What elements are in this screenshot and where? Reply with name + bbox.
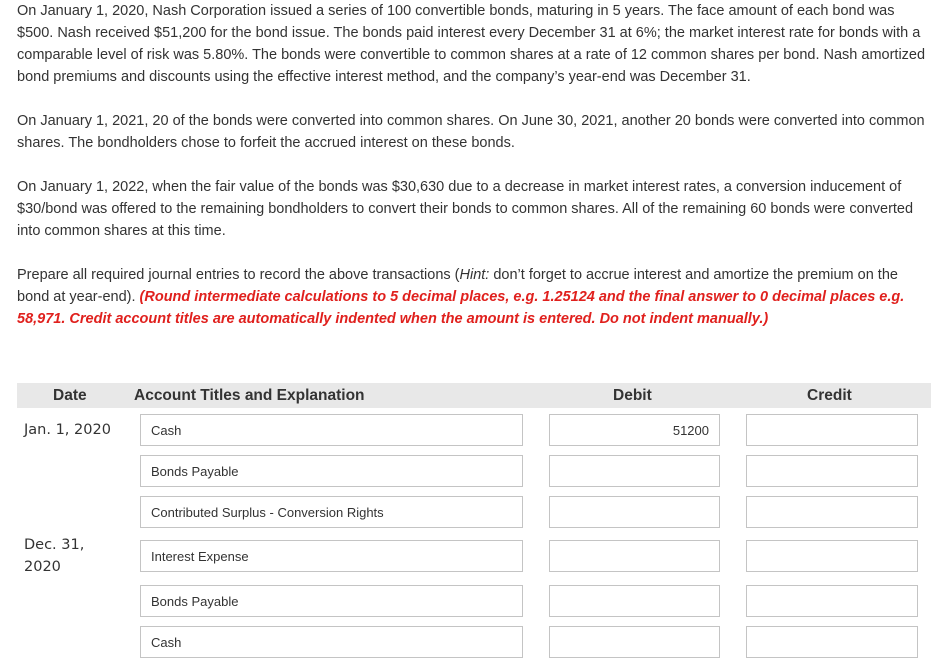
debit-input[interactable]: [549, 455, 720, 487]
account-title-input[interactable]: [140, 585, 523, 617]
row-date: Dec. 31, 2020: [24, 537, 85, 575]
journal-row: [0, 585, 947, 617]
instructions-mid: don’t forget to accrue interest and amortize the premium on the bond at year-end).: [17, 267, 898, 305]
account-title-input[interactable]: [140, 540, 523, 572]
credit-input[interactable]: [746, 540, 918, 572]
journal-table-header: [17, 383, 931, 408]
credit-input[interactable]: [746, 455, 918, 487]
account-title-input[interactable]: [140, 626, 523, 658]
debit-input[interactable]: [549, 585, 720, 617]
header-date: Date: [53, 387, 87, 404]
instructions: [17, 264, 932, 330]
credit-input[interactable]: [746, 414, 918, 446]
header-credit: Credit: [807, 387, 852, 404]
debit-input[interactable]: [549, 626, 720, 658]
credit-input[interactable]: [746, 585, 918, 617]
hint-label: Hint:: [459, 267, 490, 283]
journal-row: [0, 414, 947, 446]
problem-paragraph-3: On January 1, 2022, when the fair value of the bonds was $30,630 due to a decrease in market interest rates, a conversion inducement of $30/bond was offered to the remaining bondholders to convert their bonds to common shares. All of the remaining 60 bonds were converted into common shares at this time.: [17, 179, 914, 239]
journal-row: [0, 537, 947, 575]
credit-input[interactable]: [746, 496, 918, 528]
journal-row: [0, 496, 947, 528]
credit-input[interactable]: [746, 626, 918, 658]
header-debit: Debit: [613, 387, 652, 404]
instructions-start: Prepare all required journal entries to record the above transactions (: [17, 267, 460, 283]
account-title-input[interactable]: [140, 455, 523, 487]
journal-row: [0, 455, 947, 487]
problem-paragraph-1: On January 1, 2020, Nash Corporation issued a series of 100 convertible bonds, maturing in 5 years. The face amount of each bond was $500. Nash received $51,200 for the bond issue. The bonds paid interest every December 31 at 6%; the market interest rate for bonds with a comparable level of risk was 5.80%. The bonds were convertible to common shares at a rate of 12 common shares per bond. Nash amortized bond premiums and discounts using the effective interest method, and the company’s year-end was December 31.: [17, 3, 926, 85]
account-title-input[interactable]: [140, 496, 523, 528]
problem-statement: [17, 0, 932, 330]
debit-input[interactable]: [549, 496, 720, 528]
journal-row: [0, 626, 947, 658]
problem-paragraph-2: On January 1, 2021, 20 of the bonds were converted into common shares. On June 30, 2021, another 20 bonds were converted into common shares. The bondholders chose to forfeit the accrued interest on these bonds.: [17, 113, 925, 151]
row-date: Jan. 1, 2020: [24, 422, 111, 438]
account-title-input[interactable]: [140, 414, 523, 446]
rounding-note: (Round intermediate calculations to 5 decimal places, e.g. 1.25124 and the final answer to 0 decimal places e.g. 58,971. Credit account titles are automatically indented when the amount is entered. Do not indent manually.): [17, 289, 905, 327]
debit-input[interactable]: [549, 414, 720, 446]
header-account-titles: Account Titles and Explanation: [134, 387, 365, 404]
debit-input[interactable]: [549, 540, 720, 572]
